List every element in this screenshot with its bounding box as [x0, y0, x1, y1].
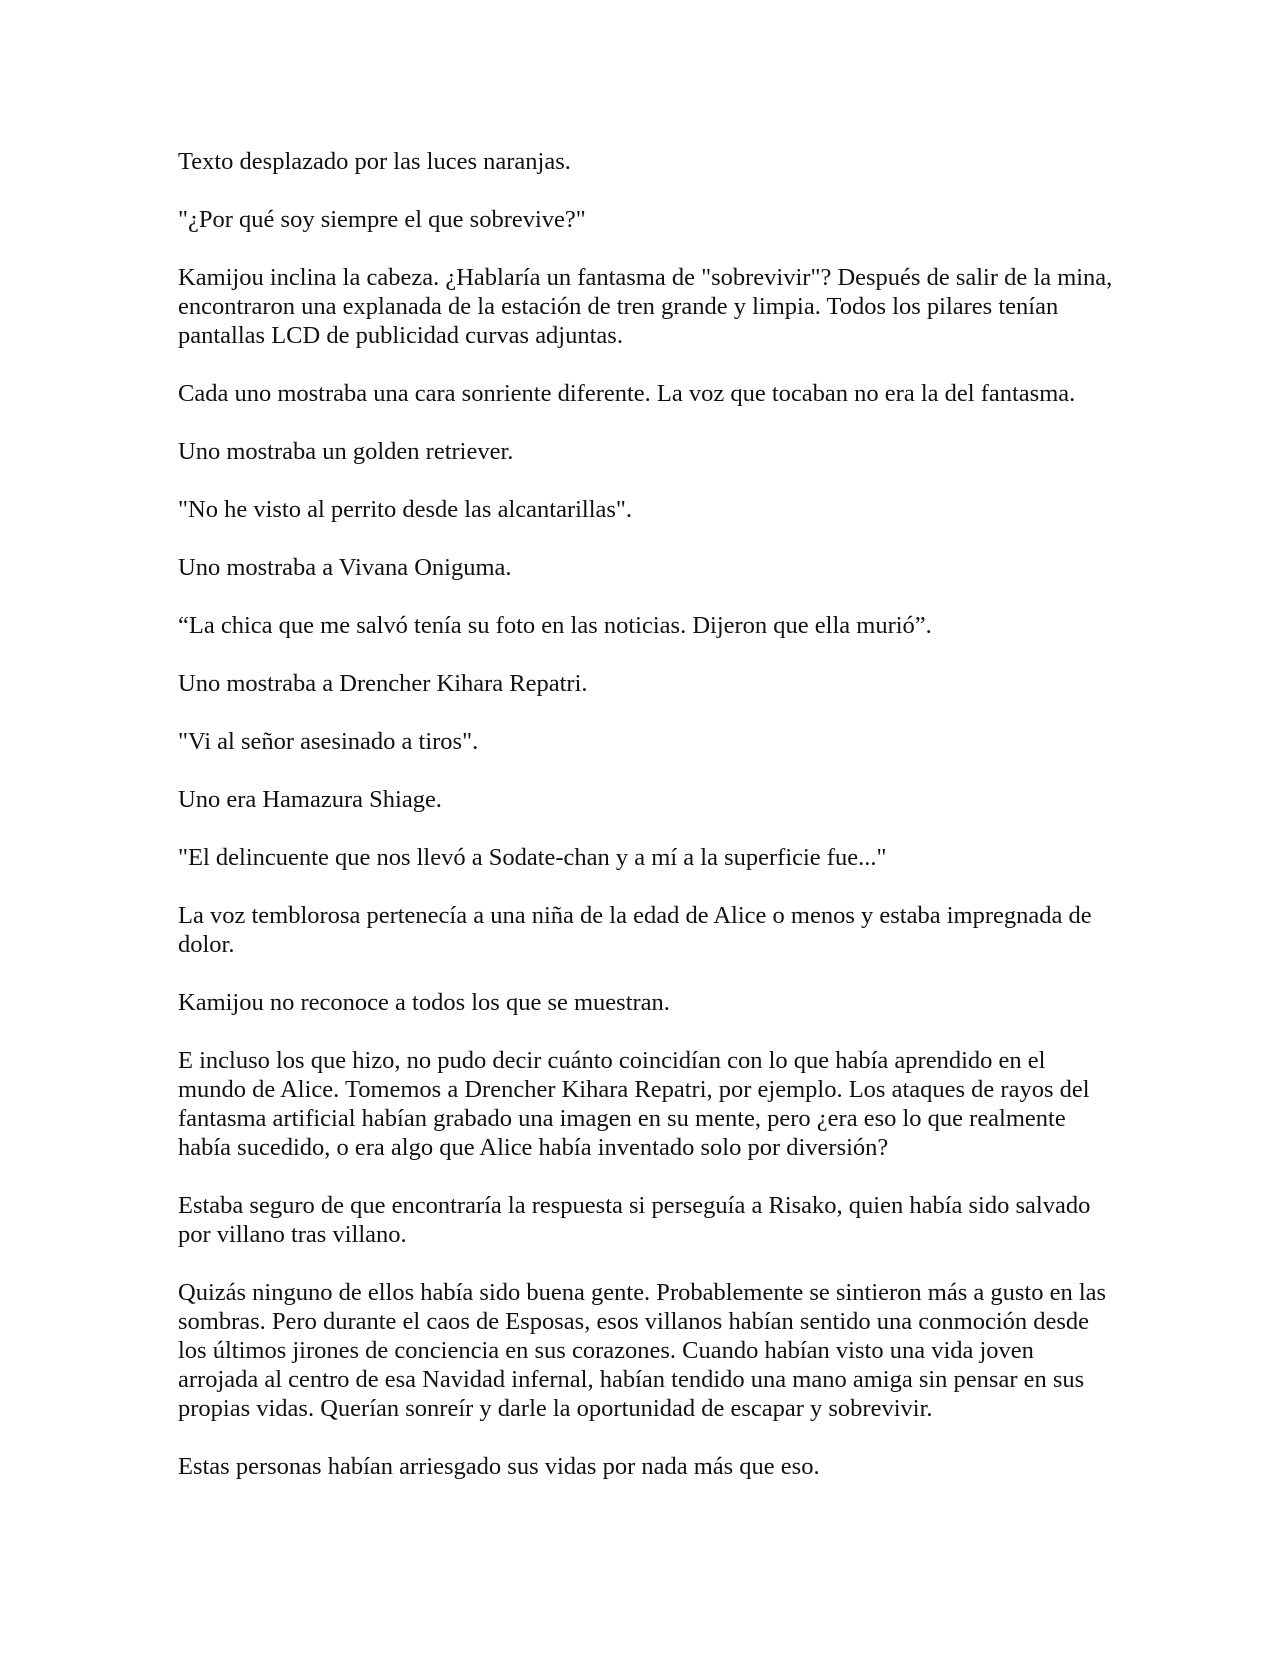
paragraph: Kamijou inclina la cabeza. ¿Hablaría un fantasma de "sobrevivir"? Después de salir de la mina, encontraron una explanada de la estación de tren grande y limpia. Todos los pilares tenían pantallas LCD de publicidad curvas adjuntas. [178, 264, 1113, 349]
paragraph: Kamijou no reconoce a todos los que se muestran. [178, 989, 670, 1016]
paragraph: Uno mostraba a Drencher Kihara Repatri. [178, 670, 588, 697]
paragraph: Cada uno mostraba una cara sonriente diferente. La voz que tocaban no era la del fantasma. [178, 380, 1076, 407]
paragraph: Uno mostraba a Vivana Oniguma. [178, 554, 512, 581]
paragraph: Estas personas habían arriesgado sus vidas por nada más que eso. [178, 1453, 820, 1480]
paragraph: E incluso los que hizo, no pudo decir cuánto coincidían con lo que había aprendido en el mundo de Alice. Tomemos a Drencher Kihara Repatri, por ejemplo. Los ataques de rayos del fantasma artificial habían grabado una imagen en su mente, pero ¿era eso lo que realmente había sucedido, o era algo que Alice había inventado solo por diversión? [178, 1047, 1090, 1161]
document-text [178, 147, 1118, 1510]
paragraph: "No he visto al perrito desde las alcantarillas". [178, 496, 633, 523]
paragraph: "Vi al señor asesinado a tiros". [178, 728, 479, 755]
paragraph: Uno era Hamazura Shiage. [178, 786, 442, 813]
paragraph: Texto desplazado por las luces naranjas. [178, 148, 571, 175]
paragraph: Quizás ninguno de ellos había sido buena gente. Probablemente se sintieron más a gusto en las sombras. Pero durante el caos de Esposas, esos villanos habían sentido una conmoción desde los últimos jirones de conciencia en sus corazones. Cuando habían visto una vida joven arrojada al centro de esa Navidad infernal, habían tendido una mano amiga sin pensar en sus propias vidas. Querían sonreír y darle la oportunidad de escapar y sobrevivir. [178, 1279, 1107, 1422]
paragraph: "El delincuente que nos llevó a Sodate-chan y a mí a la superficie fue..." [178, 844, 887, 871]
paragraph: La voz temblorosa pertenecía a una niña de la edad de Alice o menos y estaba impregnada de dolor. [178, 902, 1092, 958]
paragraph: Uno mostraba un golden retriever. [178, 438, 514, 465]
paragraph: “La chica que me salvó tenía su foto en las noticias. Dijeron que ella murió”. [178, 612, 932, 639]
paragraph: Estaba seguro de que encontraría la respuesta si perseguía a Risako, quien había sido salvado por villano tras villano. [178, 1192, 1091, 1248]
paragraph: "¿Por qué soy siempre el que sobrevive?" [178, 206, 586, 233]
